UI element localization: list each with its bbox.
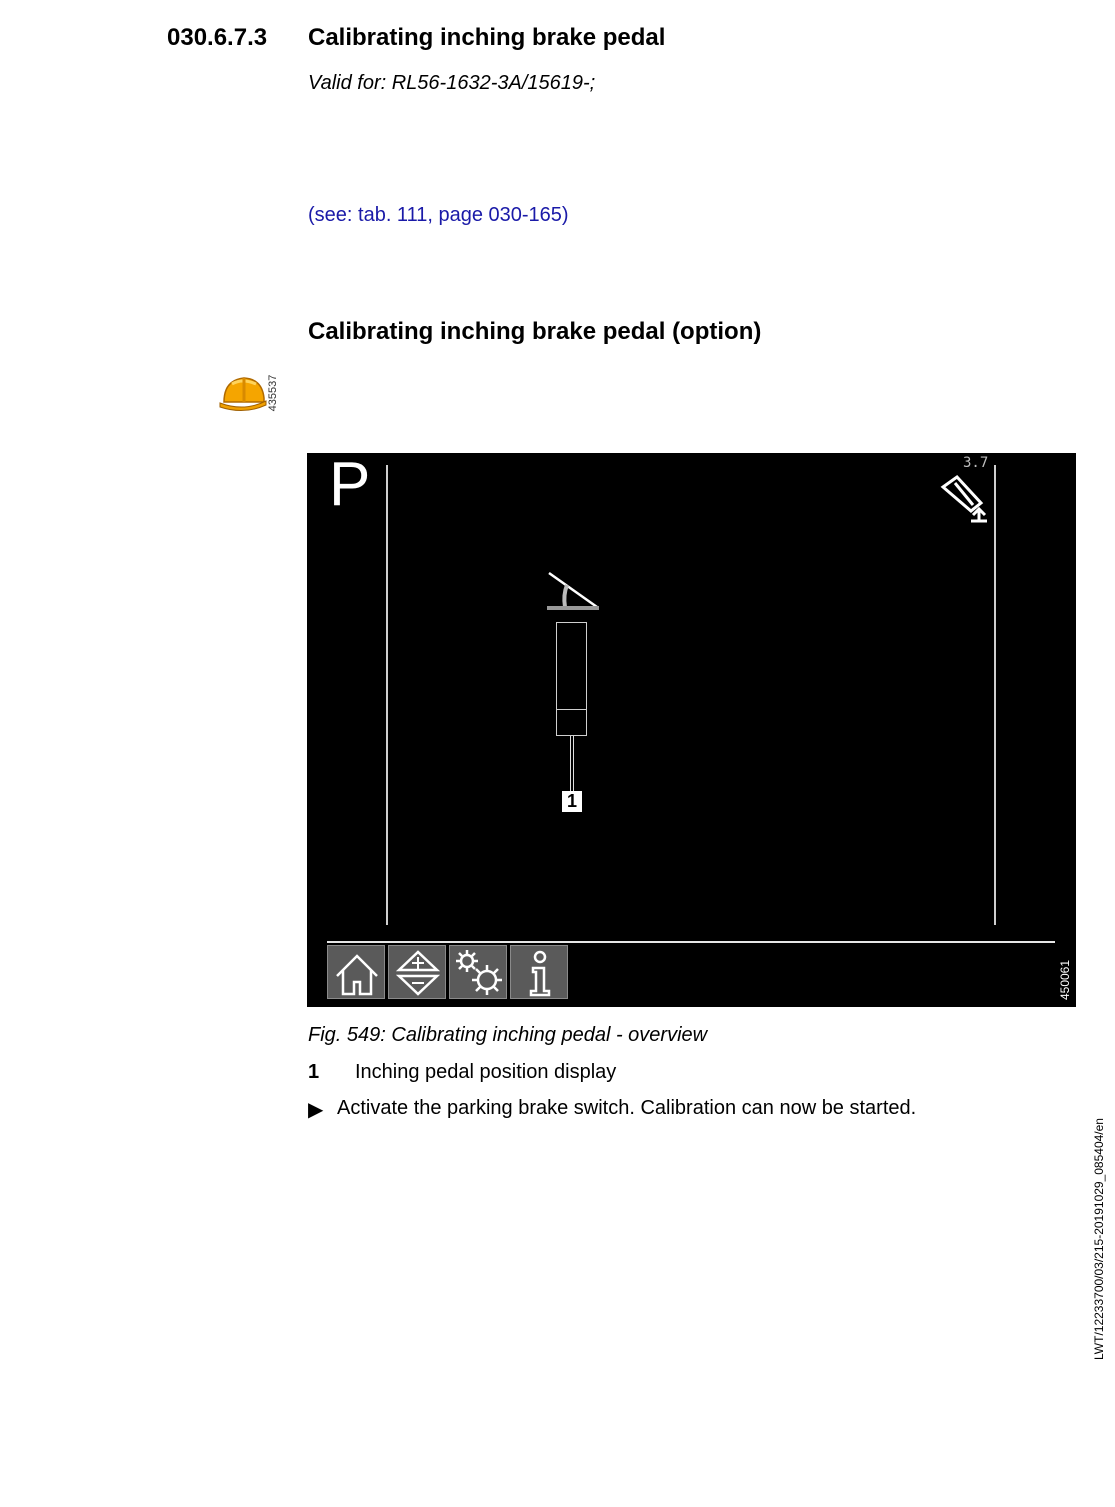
figure-code: 450061 — [1058, 959, 1072, 1001]
right-frame-line — [994, 465, 996, 925]
pedal-position-bar — [556, 622, 587, 736]
callout-leader — [570, 736, 574, 791]
see-table-link[interactable]: (see: tab. 111, page 030-165) — [308, 204, 569, 226]
subsection-title: Calibrating inching brake pedal (option) — [308, 318, 762, 345]
settings-button[interactable] — [449, 945, 507, 999]
valid-for-note: Valid for: RL56-1632-3A/15619-; — [308, 72, 596, 94]
legend-text: Inching pedal position display — [355, 1061, 617, 1083]
pedal-icon — [545, 569, 601, 611]
info-icon — [511, 946, 569, 1000]
info-button[interactable] — [510, 945, 568, 999]
section-number: 030.6.7.3 — [167, 24, 268, 51]
home-icon — [328, 946, 386, 1000]
bucket-tilt-icon — [933, 469, 995, 527]
parking-mode-indicator: P — [329, 453, 371, 519]
hard-hat-icon — [218, 372, 268, 414]
callout-label: 1 — [562, 791, 582, 812]
home-button[interactable] — [327, 945, 385, 999]
step-arrow-icon: ▶ — [308, 1099, 324, 1121]
menu-separator — [327, 941, 1055, 943]
left-frame-line — [386, 465, 388, 925]
icon-code: 435537 — [267, 374, 279, 412]
instruction-text: Activate the parking brake switch. Calibration can now be started. — [337, 1097, 917, 1119]
document-id: LWT/12233700/03/215-20191029_085404/en — [1092, 1118, 1106, 1360]
section-title: Calibrating inching brake pedal — [308, 24, 666, 51]
software-version: 3.7 — [963, 455, 989, 471]
up-down-icon — [389, 946, 447, 1000]
figure-caption: Fig. 549: Calibrating inching pedal - overview — [308, 1024, 708, 1046]
adjust-button[interactable] — [388, 945, 446, 999]
settings-icon — [450, 946, 508, 1000]
legend-number: 1 — [308, 1061, 320, 1083]
pedal-position-level — [557, 709, 586, 735]
display-screen — [307, 453, 1076, 1007]
